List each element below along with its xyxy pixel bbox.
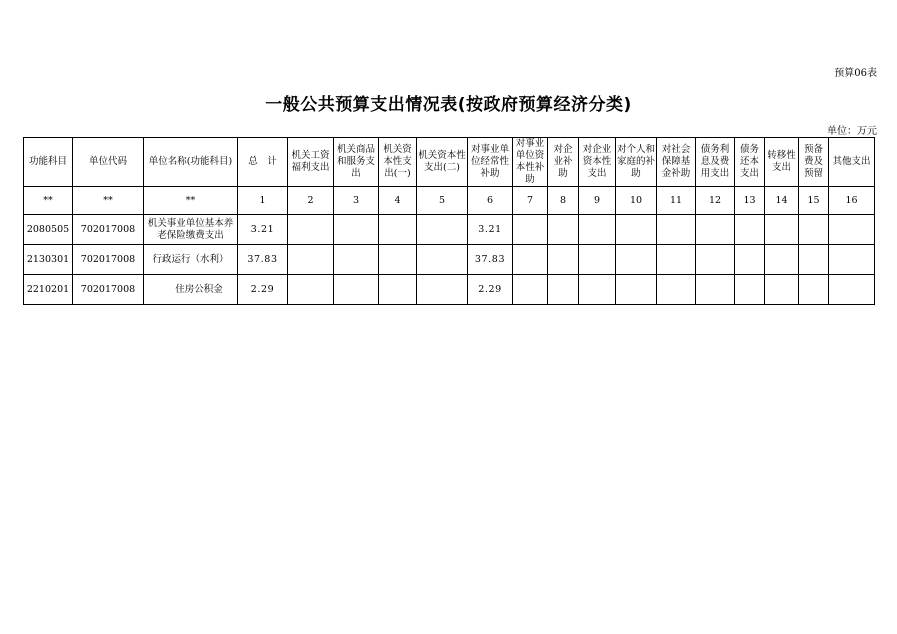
index-cell: 4 — [379, 187, 417, 215]
header-row — [24, 138, 875, 187]
unit-code-cell: 702017008 — [73, 245, 144, 275]
function-code-cell: 2210201 — [24, 275, 73, 305]
institution-subsidy-cell: 37.83 — [468, 245, 513, 275]
header-col-11: 债务利息及费用支出 — [696, 138, 735, 187]
unit-name-cell: 机关事业单位基本养老保险缴费支出 — [144, 215, 238, 245]
index-cell: 8 — [548, 187, 579, 215]
function-code-cell: 2080505 — [24, 215, 73, 245]
index-cell: ** — [73, 187, 144, 215]
header-col-3: 机关资本性支出(一) — [379, 138, 417, 187]
index-cell: 6 — [468, 187, 513, 215]
index-cell: 12 — [696, 187, 735, 215]
index-row — [24, 187, 875, 215]
header-col-10: 对社会保障基金补助 — [657, 138, 696, 187]
budget-table — [23, 137, 875, 305]
institution-subsidy-cell: 2.29 — [468, 275, 513, 305]
table-row — [24, 215, 875, 245]
header-col-8: 对企业资本性支出 — [579, 138, 616, 187]
header-function-code: 功能科目 — [24, 138, 73, 187]
table-row — [24, 245, 875, 275]
function-code-cell: 2130301 — [24, 245, 73, 275]
unit-name-cell: 住房公积金 — [144, 275, 238, 305]
index-cell: 15 — [799, 187, 829, 215]
header-col-4: 机关资本性支出(二) — [417, 138, 468, 187]
page-title: 一般公共预算支出情况表(按政府预算经济分类) — [265, 95, 632, 115]
index-cell: 14 — [765, 187, 799, 215]
index-cell: ** — [144, 187, 238, 215]
index-cell: 2 — [288, 187, 334, 215]
header-col-2: 机关商品和服务支出 — [334, 138, 379, 187]
institution-subsidy-cell: 3.21 — [468, 215, 513, 245]
header-col-9: 对个人和家庭的补助 — [616, 138, 657, 187]
index-cell: 11 — [657, 187, 696, 215]
header-unit-code: 单位代码 — [73, 138, 144, 187]
unit-label: 单位：万元 — [827, 126, 877, 137]
unit-name-cell: 行政运行（水利） — [144, 245, 238, 275]
header-col-14: 预备费及预留 — [799, 138, 829, 187]
index-cell: 10 — [616, 187, 657, 215]
header-total: 总 计 — [238, 138, 288, 187]
table-row — [24, 275, 875, 305]
header-col-15: 其他支出 — [829, 138, 875, 187]
index-cell: 7 — [513, 187, 548, 215]
header-col-1: 机关工资福利支出 — [288, 138, 334, 187]
total-cell: 37.83 — [238, 245, 288, 275]
header-col-5: 对事业单位经常性补助 — [468, 138, 513, 187]
index-cell: ** — [24, 187, 73, 215]
index-cell: 13 — [735, 187, 765, 215]
header-col-12: 债务还本支出 — [735, 138, 765, 187]
header-col-6: 对事业单位资本性补助 — [513, 138, 548, 187]
index-cell: 1 — [238, 187, 288, 215]
header-col-7: 对企业补助 — [548, 138, 579, 187]
unit-code-cell: 702017008 — [73, 215, 144, 245]
index-cell: 5 — [417, 187, 468, 215]
header-unit-name: 单位名称(功能科目) — [144, 138, 238, 187]
total-cell: 2.29 — [238, 275, 288, 305]
index-cell: 16 — [829, 187, 875, 215]
index-cell: 3 — [334, 187, 379, 215]
form-code: 预算06表 — [834, 68, 877, 79]
header-col-13: 转移性支出 — [765, 138, 799, 187]
unit-code-cell: 702017008 — [73, 275, 144, 305]
index-cell: 9 — [579, 187, 616, 215]
total-cell: 3.21 — [238, 215, 288, 245]
